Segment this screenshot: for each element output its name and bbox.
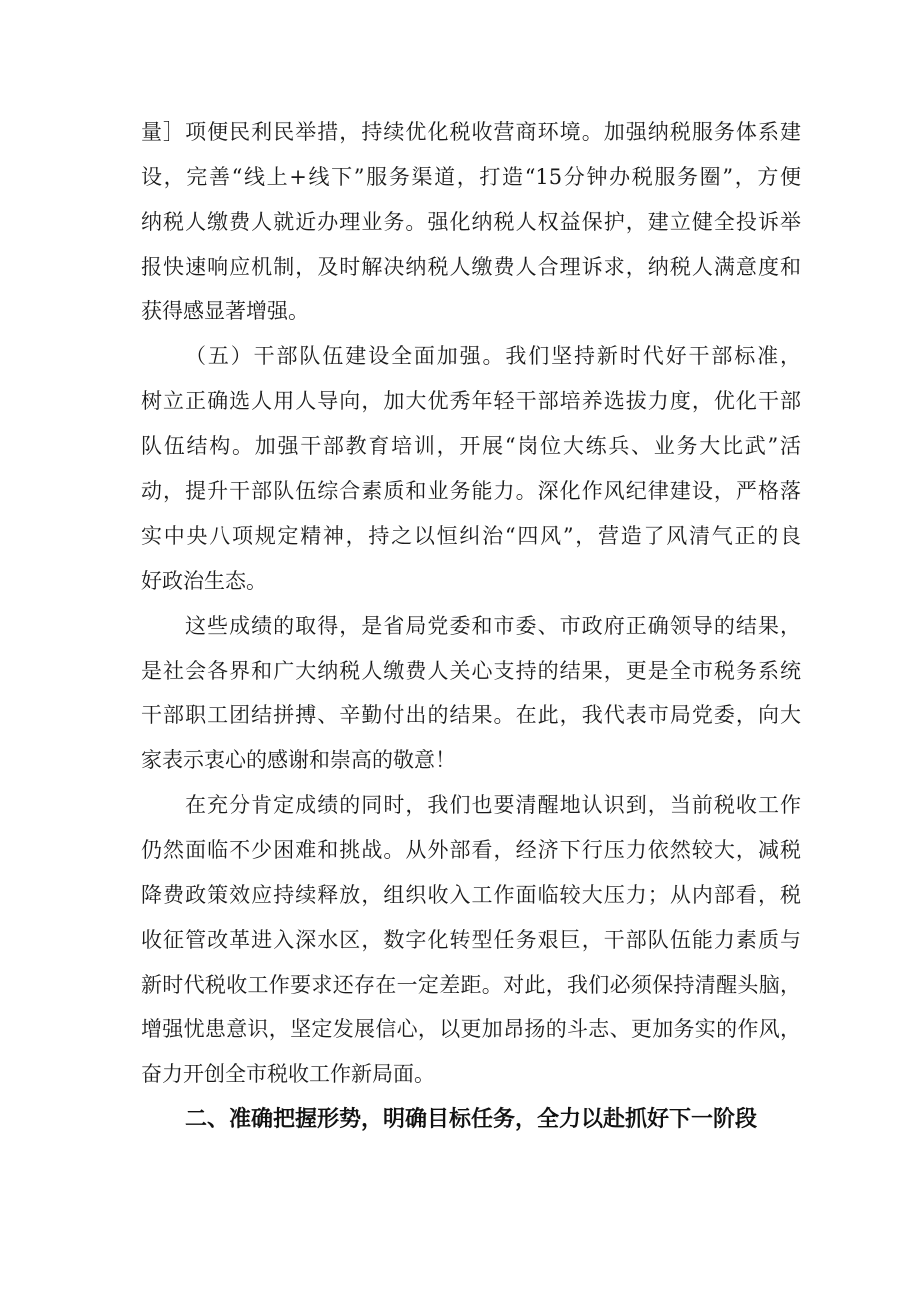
- paragraph-4-line-6: 增强忧患意识，坚定发展信心，以更加昂扬的斗志、更加务实的作风，: [141, 1017, 801, 1041]
- paragraph-4-line-5: 新时代税收工作要求还存在一定差距。对此，我们必须保持清醒头脑，: [141, 973, 801, 997]
- paragraph-2-line-6: 好政治生态。: [141, 569, 267, 593]
- paragraph-3-line-1: 这些成绩的取得，是省局党委和市委、市政府正确领导的结果，: [185, 614, 801, 638]
- paragraph-2-line-2: 树立正确选人用人导向，加大优秀年轻干部培养选拔力度，优化干部: [141, 389, 801, 413]
- paragraph-1-line-5: 获得感显著增强。: [141, 299, 309, 323]
- paragraph-2-line-5: 实中央八项规定精神，持之以恒纠治“四风”，营造了风清气正的良: [141, 524, 801, 548]
- paragraph-4-line-3: 降费政策效应持续释放，组织收入工作面临较大压力；从内部看，税: [141, 883, 801, 907]
- paragraph-2-line-3: 队伍结构。加强干部教育培训，开展“岗位大练兵、业务大比武”活: [141, 434, 801, 458]
- paragraph-2-line-1: （五）干部队伍建设全面加强。我们坚持新时代好干部标准，: [185, 344, 801, 368]
- paragraph-3-line-3: 干部职工团结拼搏、辛勤付出的结果。在此，我代表市局党委，向大: [141, 703, 801, 727]
- paragraph-4-line-7: 奋力开创全市税收工作新局面。: [141, 1062, 435, 1086]
- paragraph-4-line-2: 仍然面临不少困难和挑战。从外部看，经济下行压力依然较大，减税: [141, 838, 801, 862]
- paragraph-3-line-2: 是社会各界和广大纳税人缴费人关心支持的结果，更是全市税务系统: [141, 659, 801, 683]
- paragraph-1-line-1: 量］项便民利民举措，持续优化税收营商环境。加强纳税服务体系建: [141, 120, 801, 144]
- paragraph-2-line-4: 动，提升干部队伍综合素质和业务能力。深化作风纪律建设，严格落: [141, 479, 801, 503]
- paragraph-1-line-4: 报快速响应机制，及时解决纳税人缴费人合理诉求，纳税人满意度和: [141, 255, 801, 279]
- paragraph-1-line-3: 纳税人缴费人就近办理业务。强化纳税人权益保护，建立健全投诉举: [141, 210, 801, 234]
- paragraph-4-line-4: 收征管改革进入深水区，数字化转型任务艰巨，干部队伍能力素质与: [141, 928, 801, 952]
- paragraph-3-line-4: 家表示衷心的感谢和崇高的敬意！: [141, 748, 456, 772]
- paragraph-1-line-2: 设，完善“线上+线下”服务渠道，打造“15分钟办税服务圈”，方便: [141, 165, 801, 189]
- paragraph-4-line-1: 在充分肯定成绩的同时，我们也要清醒地认识到，当前税收工作: [185, 793, 801, 817]
- section-heading: 二、准确把握形势，明确目标任务，全力以赴抓好下一阶段: [185, 1107, 758, 1132]
